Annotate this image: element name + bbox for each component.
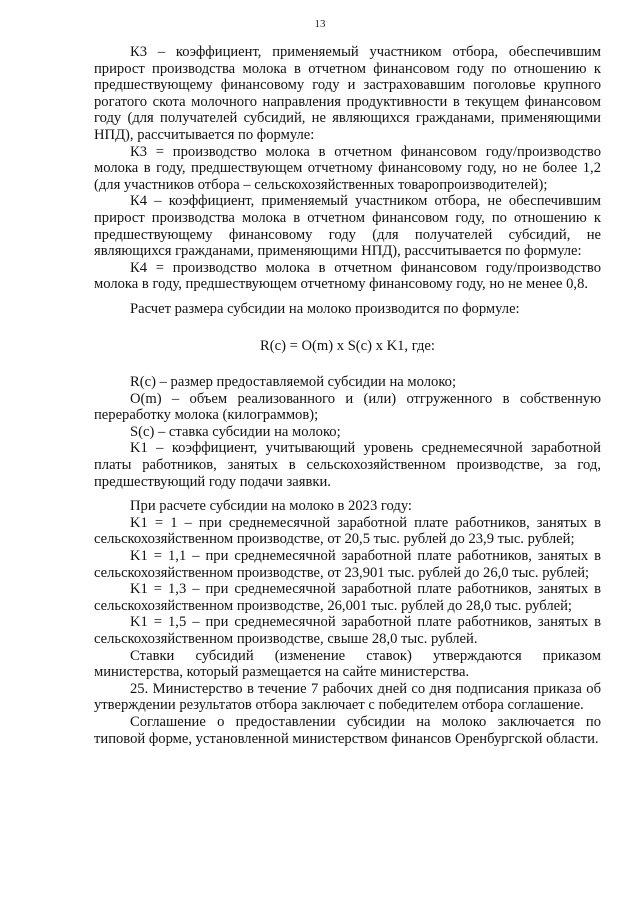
definition-r: R(c) – размер предоставляемой субсидии на молоко;	[130, 374, 457, 391]
k3-formula-paragraph: К3 = производство молока в отчетном финансовом году/производство молока в году, предшествующем отчетному финансовому году, но не более 1,2 (для участников отбора – сельскохозяйственных товаропроизводителей);	[94, 143, 601, 193]
k4-formula-paragraph: К4 = производство молока в отчетном финансовом году/производство молока в году, предшествующем отчетному финансовому году, но не менее 0,8.	[94, 259, 601, 293]
k1-value-1-1: K1 = 1,1 – при среднемесячной заработной плате работников, занятых в сельскохозяйственном производстве, от 23,901 тыс. рублей до 26,0 тыс. рублей;	[94, 548, 601, 581]
k1-2023-intro-paragraph: При расчете субсидии на молоко в 2023 году:	[130, 498, 412, 515]
rates-order-paragraph: Ставки субсидий (изменение ставок) утверждаются приказом министерства, который размещается на сайте министерства.	[94, 647, 601, 681]
agreement-form-paragraph: Соглашение о предоставлении субсидии на молоко заключается по типовой форме, установленной министерством финансов Оренбургской области.	[94, 713, 601, 747]
main-formula: R(c) = O(m) x S(c) x K1, где:	[260, 337, 435, 354]
k1-value-1-3: K1 = 1,3 – при среднемесячной заработной плате работников, занятых в сельскохозяйственном производстве, 26,001 тыс. рублей до 28,0 тыс. рублей;	[94, 581, 601, 614]
calculation-intro-paragraph: Расчет размера субсидии на молоко производится по формуле:	[130, 300, 520, 317]
k3-definition-paragraph: К3 – коэффициент, применяемый участником отбора, обеспечившим прирост производства молока в отчетном финансовом году по отношению к предшествующему финансовому году и застраховавшим поголовье крупного рогатого скота молочного направления продуктивности в текущем финансовом году (для получателей субсидий, не являющихся гражданами, применяющими НПД), рассчитывается по формуле:	[94, 44, 601, 143]
k1-value-1: K1 = 1 – при среднемесячной заработной плате работников, занятых в сельскохозяйственном производстве, от 20,5 тыс. рублей до 23,9 тыс. рублей;	[94, 514, 601, 548]
definition-s: S(c) – ставка субсидии на молоко;	[130, 423, 341, 440]
definition-k1: K1 – коэффициент, учитывающий уровень среднемесячной заработной платы работников, занятых в сельскохозяйственном производстве, за год, предшествующий году подачи заявки.	[94, 440, 601, 490]
definition-o: O(m) – объем реализованного и (или) отгруженного в собственную переработку молока (килограммов);	[94, 390, 601, 424]
k1-value-1-5: K1 = 1,5 – при среднемесячной заработной плате работников, занятых в сельскохозяйственном производстве, свыше 28,0 тыс. рублей.	[94, 614, 601, 647]
document-body	[94, 44, 601, 747]
page-number: 13	[314, 18, 326, 30]
clause-25-paragraph: 25. Министерство в течение 7 рабочих дней со дня подписания приказа об утверждении результатов отбора заключает с победителем отбора соглашение.	[94, 680, 601, 714]
k4-definition-paragraph: К4 – коэффициент, применяемый участником отбора, не обеспечившим прирост производства молока в отчетном финансовом году, по отношению к предшествующему финансовому году (для получателей субсидий, не являющихся гражданами, применяющими НПД), рассчитывается по формуле:	[94, 193, 601, 260]
